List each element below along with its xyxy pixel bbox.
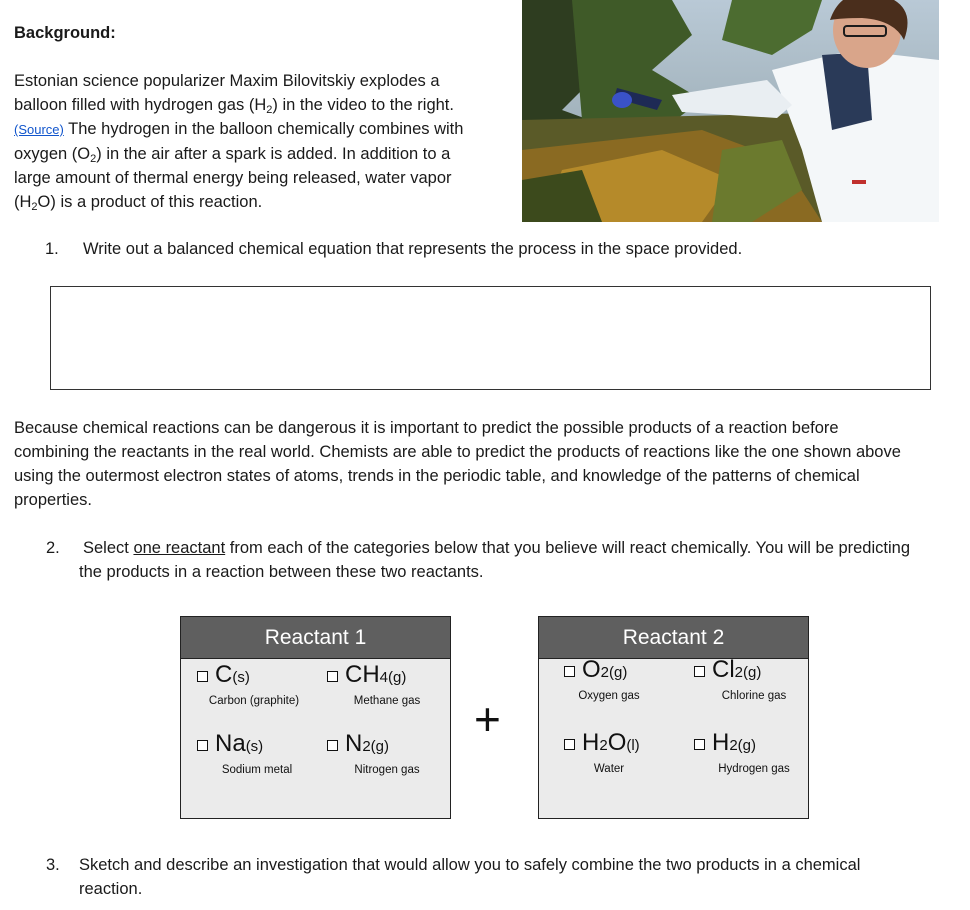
reactant1-option-nitrogen[interactable]: N2(g) Nitrogen gas [327,731,447,776]
background-line: large amount of thermal energy being released, water vapor [14,169,452,187]
reactant2-option-hydrogen[interactable]: H2(g) Hydrogen gas [694,730,814,775]
checkbox[interactable] [564,666,575,677]
reactant2-title: Reactant 2 [539,617,808,659]
video-thumbnail[interactable] [522,0,939,222]
plus-sign: + [474,693,501,745]
q2-number: 2. [46,539,60,557]
paragraph-line: using the outermost electron states of atoms, trends in the periodic table, and knowledge of the patterns of chemical [14,467,860,485]
paragraph-line: properties. [14,491,92,509]
background-line: (Source) The hydrogen in the balloon chemically combines with [14,120,464,138]
q1-text: Write out a balanced chemical equation that represents the process in the space provided. [83,240,743,258]
background-text [14,69,463,214]
background-line: oxygen $(O_2)$ in the air after a spark is added. In addition to a [14,145,451,165]
q2-text-line2: the products in a reaction between these two reactants. [79,563,484,581]
background-line: Estonian science popularizer Maxim Bilovitskiy explodes a [14,72,440,90]
equation-answer-box[interactable] [50,286,931,390]
reactant1-panel [180,616,451,819]
paragraph-line: Because chemical reactions can be dangerous it is important to predict the possible products of a reaction before [14,419,839,437]
reactant1-option-methane[interactable]: CH4(g) Methane gas [327,662,447,707]
reactant2-panel [538,616,809,819]
checkbox[interactable] [327,740,338,751]
prediction-paragraph [14,416,901,512]
reactant2-option-water[interactable]: H2O(l) Water [564,730,684,775]
checkbox[interactable] [694,739,705,750]
q2-text: Select one reactant from each of the categories below that you believe will react chemically. You will be predicting [83,539,910,557]
q1-number: 1. [45,240,59,258]
background-line: balloon filled with hydrogen gas $(H_2)$ in the video to the right. [14,96,454,116]
reactant1-option-carbon[interactable]: C(s) Carbon (graphite) [197,662,317,707]
checkbox[interactable] [564,739,575,750]
reactant2-option-oxygen[interactable]: O2(g) Oxygen gas [564,657,684,702]
q2-emphasis: one reactant [133,539,226,557]
checkbox[interactable] [197,740,208,751]
checkbox[interactable] [694,666,705,677]
background-heading: Background: [14,24,116,42]
reactant2-option-chlorine[interactable]: Cl2(g) Chlorine gas [694,657,814,702]
checkbox[interactable] [327,671,338,682]
q3-text-line2: reaction. [79,880,143,898]
q3-text: Sketch and describe an investigation that would allow you to safely combine the two products in a chemical [79,856,861,874]
q3-number: 3. [46,856,60,874]
reactant1-title: Reactant 1 [181,617,450,659]
reactant1-option-sodium[interactable]: Na(s) Sodium metal [197,731,317,776]
paragraph-line: combining the reactants in the real world. Chemists are able to predict the products of reactions like the one shown above [14,443,901,461]
background-line: $(H_2O)$ is a product of this reaction. [14,193,263,213]
video-still-image [522,0,939,222]
checkbox[interactable] [197,671,208,682]
source-link[interactable]: (Source) [14,122,64,137]
